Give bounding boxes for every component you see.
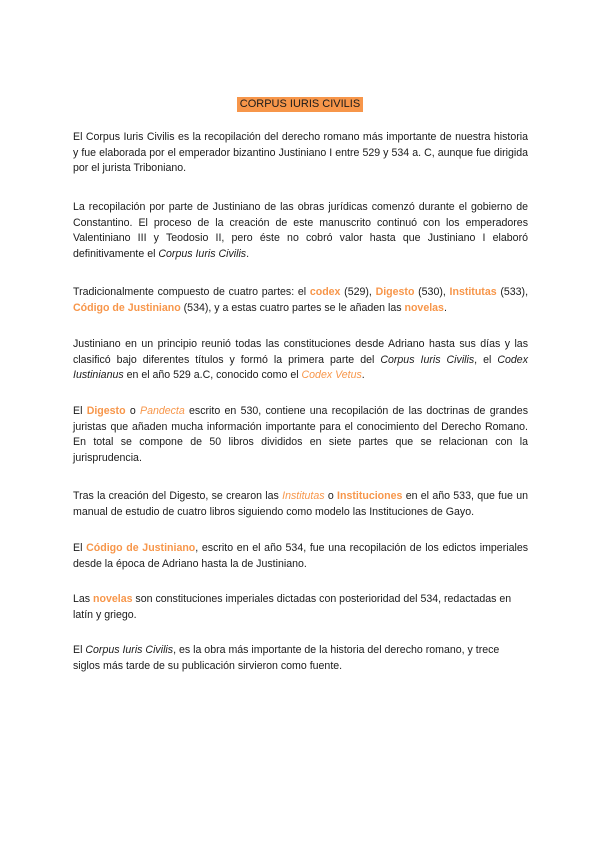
paragraph-text: Justiniano en un principio reunió todas las constituciones desde Adriano hasta sus días y las clasificó bajo diferentes títulos y formó la primera parte del	[73, 338, 528, 366]
paragraph-codigo	[73, 541, 528, 572]
paragraph-intro	[73, 130, 528, 177]
paragraph-codex	[73, 337, 528, 384]
paragraph-text: o	[324, 490, 338, 502]
paragraph-text: El	[73, 644, 86, 656]
paragraph-text: , escrito en el año 534, fue una recopilación de los edictos imperiales desde la época de Adriano hasta la de Justiniano.	[73, 542, 529, 570]
paragraph-conclusion	[73, 643, 528, 674]
highlight-digesto: Digesto	[375, 286, 415, 298]
paragraph-history	[73, 200, 528, 262]
highlight-instituciones: Instituciones	[337, 490, 403, 502]
paragraph-digesto	[73, 404, 528, 466]
italic-term: Corpus Iuris Civilis	[85, 644, 174, 656]
paragraph-text: son constituciones imperiales dictadas con posterioridad del 534, redactadas en latín y griego.	[73, 593, 512, 621]
paragraph-text: escrito en 530, contiene una recopilación de las doctrinas de grandes juristas que añaden mucha información importante para el conocimiento del Derecho Romano. En total se compone de 50 libros divididos en siete partes que se relacionan con la jurisprudencia.	[73, 405, 528, 464]
paragraph-text: en el año 533, que fue un manual de estudio de cuatro libros siguiendo como modelo las Instituciones de Gayo.	[73, 490, 528, 518]
paragraph-text: Las	[73, 593, 94, 605]
paragraph-text: Tradicionalmente compuesto de cuatro partes: el	[73, 286, 310, 298]
paragraph-text: (530),	[414, 286, 450, 298]
paragraph-text: (533),	[496, 286, 529, 298]
paragraph-novelas	[73, 592, 528, 623]
italic-term: Corpus Iuris Civilis	[158, 247, 247, 260]
highlight-codex-vetus: Codex Vetus	[301, 369, 362, 382]
paragraph-text: Tras la creación del Digesto, se crearon las	[73, 490, 283, 502]
paragraph-text: , es la obra más importante de la historia del derecho romano, y trece siglos más tarde de su publicación sirvieron como fuente.	[73, 644, 500, 672]
highlight-codex: codex	[309, 286, 341, 298]
highlight-novelas: novelas	[404, 301, 444, 314]
highlight-pandecta: Pandecta	[140, 405, 185, 417]
paragraph-text: en el año 529 a.C, conocido como el	[123, 369, 302, 382]
paragraph-text: .	[246, 247, 250, 260]
paragraph-text: El	[73, 405, 87, 417]
highlight-institutas: Institutas	[449, 286, 497, 298]
paragraph-text: El Corpus Iuris Civilis es la recopilación del derecho romano más importante de nuestra historia y fue elaborada por el emperador bizantino Justiniano I entre 529 y 534 a. C, aunque fue dirigida por el jurista Triboniano.	[73, 131, 528, 175]
paragraph-parts	[73, 285, 528, 316]
highlight-novelas: novelas	[93, 593, 133, 605]
paragraph-text: .	[443, 301, 447, 314]
paragraph-text: o	[125, 405, 140, 417]
paragraph-text: (534), y a estas cuatro partes se le añaden las	[180, 301, 405, 314]
paragraph-institutas	[73, 489, 528, 520]
highlight-institutas: Institutas	[282, 490, 325, 502]
paragraph-text: .	[361, 369, 365, 382]
highlight-digesto: Digesto	[86, 405, 126, 417]
highlight-codigo: Código de Justiniano	[73, 301, 181, 314]
paragraph-text: (529),	[340, 286, 376, 298]
italic-term: Codex Iustinianus	[73, 353, 528, 382]
italic-term: Corpus Iuris Civilis	[380, 353, 475, 366]
title-container	[0, 94, 600, 112]
paragraph-text: La recopilación por parte de Justiniano de las obras jurídicas comenzó durante el gobierno de Constantino. El proceso de la creación de este manuscrito continuó con los emperadores Valentiniano III y Teodosio II, pero éste no cobró valor hasta que Justiniano I elaboró definitivamente el	[73, 201, 528, 260]
paragraph-text: El	[73, 542, 87, 554]
document-title: CORPUS IURIS CIVILIS	[237, 97, 363, 112]
paragraph-text: , el	[474, 353, 498, 366]
highlight-codigo: Código de Justiniano	[86, 542, 196, 554]
